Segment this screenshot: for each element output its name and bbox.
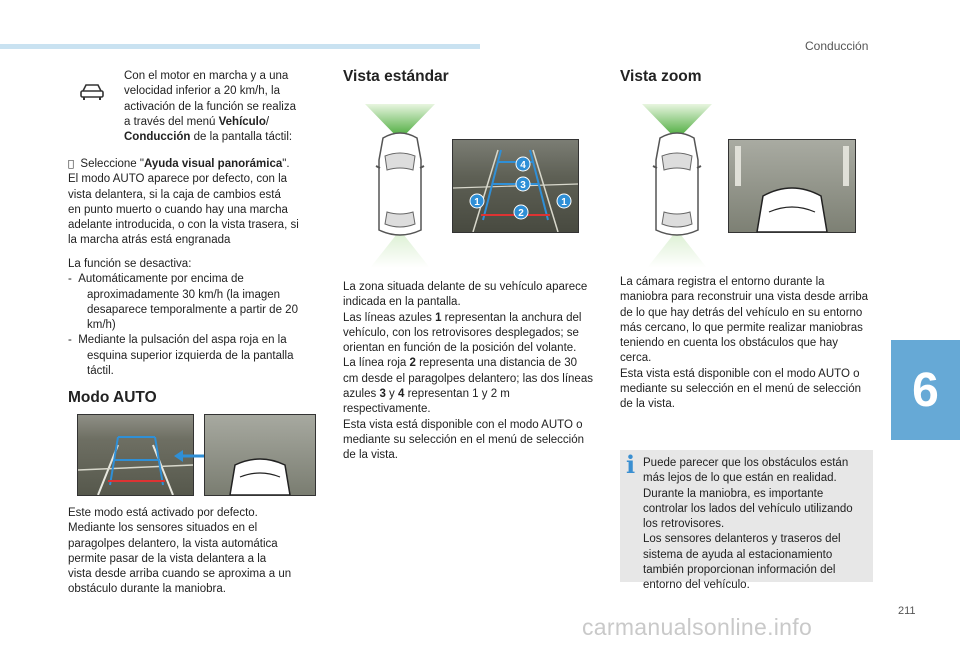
deactivation-item: - Automáticamente por encima de aproximadamente 30 km/h (la imagen desaparece temporalmente a partir de 20 km/h)	[68, 273, 298, 332]
svg-text:1: 1	[561, 197, 567, 208]
deactivation-title: La función se desactiva:	[68, 258, 192, 270]
checkbox-bullet-icon	[68, 159, 74, 170]
chapter-tab: 6	[891, 340, 960, 440]
car-zoom-view-diagram	[632, 100, 722, 270]
intro-text: Con el motor en marcha y a una velocidad inferior a 20 km/h, la activación de la función se realiza a través del menú Vehículo/ Conducción de la pantalla táctil:	[124, 70, 296, 144]
modo-auto-title: Modo AUTO	[68, 389, 157, 406]
section-title: Conducción	[805, 39, 869, 53]
marker-2-icon	[514, 205, 528, 219]
select-instruction: Seleccione "Ayuda visual panorámica". El modo AUTO aparece por defecto, con la vista delantera, si la caja de cambios está en punto muerto o cuando hay una marcha adelante introducida, o con la vista trasera, si la marcha atrás está engranada	[68, 158, 299, 247]
header-bar	[0, 44, 480, 49]
zoom-topview-image	[728, 139, 856, 233]
marker-1-right-icon	[557, 194, 571, 208]
svg-text:4: 4	[520, 160, 526, 171]
svg-text:2: 2	[518, 208, 524, 219]
watermark: carmanualsonline.info	[582, 614, 813, 640]
info-icon: i	[626, 450, 636, 479]
modo-auto-text: Este modo está activado por defecto. Mediante los sensores situados en el paragolpes delantero, la vista automática permite pasar de la vista delantera a la vista desde arriba cuando se aproxima a un obstáculo durante la maniobra.	[68, 507, 292, 596]
page-number: 211	[898, 605, 916, 617]
vista-zoom-title: Vista zoom	[620, 68, 702, 85]
vista-zoom-text: La cámara registra el entorno durante la maniobra para reconstruir una vista desde arriba de lo que hay detrás del vehículo en su entorno más cercano, lo que permite realizar maniobras teniendo en cuenta los obstáculos que hay cerca. Esta vista está disponible con el modo AUTO o mediante su selección en el menú de selección de la vista.	[620, 276, 869, 411]
marker-4-icon	[516, 157, 530, 171]
standard-camera-image	[452, 139, 579, 233]
info-text: Puede parecer que los obstáculos están más lejos de lo que están en realidad. Durante la maniobra, es importante controlar los lados del vehículo utilizando los retrovisores. Los sensores delanteros y traseros del sistema de ayuda al estacionamiento también proporcionan información del entorno del vehículo.	[643, 457, 853, 592]
marker-3-icon	[516, 177, 530, 191]
car-icon	[79, 82, 105, 102]
vista-estandar-text: La zona situada delante de su vehículo aparece indicada en la pantalla. Las líneas azules 1 representan la anchura del vehículo, con los retrovisores desplegados; se orientan en función de la posición del volante. La línea roja 2 representa una distancia de 30 cm desde el paragolpes delantero; las dos líneas azules 3 y 4 representan 1 y 2 m respectivamente. Esta vista está disponible con el modo AUTO o mediante su selección en el menú de selección de la vista.	[343, 281, 593, 462]
svg-text:1: 1	[474, 197, 480, 208]
svg-text:3: 3	[520, 180, 526, 191]
marker-1-left-icon	[470, 194, 484, 208]
auto-topview-image	[204, 414, 316, 496]
vista-estandar-title: Vista estándar	[343, 68, 449, 85]
deactivation-section	[68, 257, 318, 379]
deactivation-item: - Mediante la pulsación del aspa roja en la esquina superior izquierda de la pantalla táctil.	[68, 334, 294, 378]
car-front-view-diagram	[355, 100, 445, 270]
